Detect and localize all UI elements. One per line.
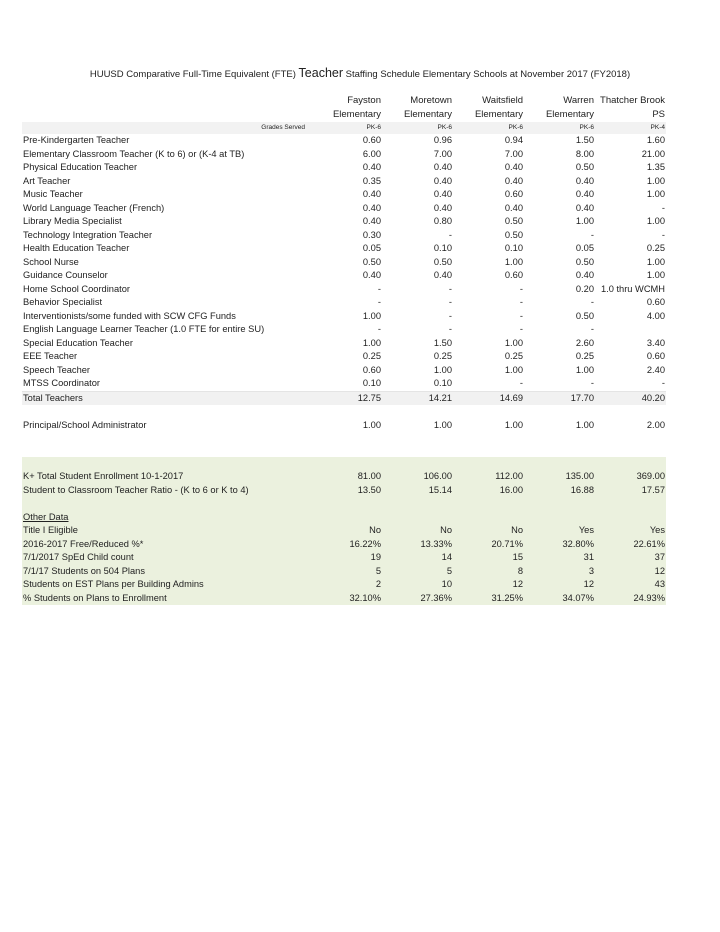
row-label: Health Education Teacher [23,243,130,253]
row-value: 0.40 [433,175,452,186]
row-value: 0.40 [433,162,452,172]
row-label: MTSS Coordinator [23,378,100,388]
spacer-row [22,432,666,446]
row-value: - [661,229,665,240]
row-value: 20.71% [453,538,524,552]
staffing-table-body [22,94,666,605]
row-label: World Language Teacher (French) [23,202,165,213]
row-value [382,457,453,471]
row-value: 1.00 [433,364,452,375]
row-value: 12 [595,565,666,579]
row-value: 16.88 [524,484,595,498]
row-value [382,446,453,457]
row-label: K+ Total Student Enrollment 10-1-2017 [22,470,311,484]
row-value: 6.00 [362,148,381,159]
row-value [524,432,595,446]
row-value: PS [652,109,665,120]
row-value: 12 [453,578,524,592]
row-value: 1.00 [575,216,594,226]
row-value: 0.40 [362,216,381,226]
row-value: PK-6 [382,122,453,134]
other-data-row [22,592,666,606]
row-value: 0.10 [504,243,523,253]
row-value: 1.00 [504,256,523,267]
row-value: 32.10% [311,592,382,606]
row-value: 37 [595,551,666,565]
spacer-row [22,457,666,471]
row-value: - [448,229,452,240]
row-value [453,446,524,457]
row-value: No [453,524,524,538]
row-value: 8.00 [575,148,594,159]
row-value: 15.14 [382,484,453,498]
row-value: 0.25 [646,243,665,253]
row-label: Interventionists/some funded with SCW CFG Funds [23,310,236,321]
row-value: 0.94 [504,135,523,145]
row-value: - [448,324,452,334]
row-value: 16.00 [453,484,524,498]
row-value: 0.50 [504,229,523,240]
row-value: PK-4 [595,122,666,134]
row-value: 1.00 [575,419,594,430]
table-row [22,202,666,216]
header-row-school-type [22,108,666,122]
row-value: 1.00 [646,175,665,186]
row-label: 2016-2017 Free/Reduced %* [22,538,311,552]
row-value: 2.60 [575,337,594,348]
row-label: EEE Teacher [23,351,78,361]
table-row [22,215,666,229]
enrollment-row [22,484,666,498]
row-value: 1.00 [433,419,452,430]
row-value: 1.00 [504,364,523,375]
row-value: 15 [453,551,524,565]
row-value: 1.00 [646,216,665,226]
row-value: 0.40 [575,202,594,213]
row-value: 0.25 [504,351,523,361]
table-row [22,323,666,337]
row-label [22,94,311,108]
row-value: 1.60 [646,135,665,145]
row-value: Thatcher Brook [600,95,665,106]
row-value [311,405,382,419]
row-value [595,405,666,419]
row-value: 0.10 [433,378,452,388]
row-value: - [519,297,523,307]
row-value: 22.61% [595,538,666,552]
row-value: 1.00 [362,310,381,321]
title-suffix: Staffing Schedule Elementary Schools at November 2017 (FY2018) [343,69,631,80]
row-value: 10 [382,578,453,592]
row-value: 0.25 [433,351,452,361]
row-value [382,405,453,419]
page-title [0,66,720,80]
row-value: 2 [311,578,382,592]
other-data-row [22,551,666,565]
row-label: English Language Learner Teacher (1.0 FTE for entire SU) [23,324,265,334]
row-value: 0.40 [433,189,452,199]
table-row [22,296,666,310]
row-value [382,511,453,525]
row-value: - [448,297,452,307]
row-value: - [448,310,452,321]
row-value [524,497,595,511]
row-value: 112.00 [453,470,524,484]
row-value: - [448,283,452,294]
row-label: Elementary Classroom Teacher (K to 6) or (K-4 at TB) [23,148,245,159]
row-value: 0.50 [433,256,452,267]
row-value: 5 [382,565,453,579]
row-value: 0.40 [504,175,523,186]
row-value [311,446,382,457]
table-row [22,310,666,324]
row-value [311,432,382,446]
table-row [22,242,666,256]
row-label: 7/1/17 Students on 504 Plans [22,565,311,579]
spacer-row [22,446,666,457]
row-value: 0.50 [575,162,594,172]
row-value [595,511,666,525]
spacer-row [22,497,666,511]
row-value: No [311,524,382,538]
row-value: 13.50 [311,484,382,498]
row-label [22,457,311,471]
row-label: Physical Education Teacher [23,162,138,172]
row-value: 1.50 [575,135,594,145]
table-row [22,364,666,378]
row-value [311,457,382,471]
row-value: 1.35 [646,162,665,172]
row-value: 32.80% [524,538,595,552]
row-value [595,457,666,471]
row-value: 19 [311,551,382,565]
row-value: 16.22% [311,538,382,552]
row-value [453,497,524,511]
row-value: 43 [595,578,666,592]
row-label: Special Education Teacher [23,337,133,348]
other-data-row [22,524,666,538]
row-value: 3.40 [646,337,665,348]
row-value: 21.00 [641,148,665,159]
title-prefix: HUUSD Comparative Full-Time Equivalent (FTE) [89,69,299,80]
grades-served-row [22,122,666,134]
row-value: 13.33% [382,538,453,552]
row-value: 2.40 [646,364,665,375]
row-value: 1.00 [646,189,665,199]
row-value: - [377,283,381,294]
row-value [311,497,382,511]
row-value: 0.25 [575,351,594,361]
principal-row [22,419,666,433]
row-label: Students on EST Plans per Building Admins [22,578,311,592]
row-label [22,497,311,511]
row-value [453,511,524,525]
row-label: Library Media Specialist [23,216,122,226]
row-value: 1.00 [504,419,523,430]
row-label: Speech Teacher [23,364,91,375]
row-value: 1.50 [433,337,452,348]
row-value [524,405,595,419]
row-label: Grades Served [22,122,311,134]
row-value: 0.10 [362,378,381,388]
row-value: 0.50 [575,256,594,267]
row-value [595,432,666,446]
row-value: 106.00 [382,470,453,484]
row-value: 14 [382,551,453,565]
row-value [311,511,382,525]
table-row [22,350,666,364]
row-value: Waitsfield [482,95,523,106]
row-value: 0.40 [362,189,381,199]
row-value: PK-6 [524,122,595,134]
row-value: 0.40 [433,202,452,213]
row-value: 0.60 [646,351,665,361]
row-value: - [519,310,523,321]
row-value: 3 [524,565,595,579]
row-value: 1.00 [362,337,381,348]
enrollment-row [22,470,666,484]
row-value: - [377,297,381,307]
table-row [22,134,666,148]
table-row [22,161,666,175]
other-data-row [22,565,666,579]
row-label: Total Teachers [22,391,311,405]
row-value: 40.20 [595,391,666,405]
row-value: 27.36% [382,592,453,606]
row-value: Moretown [410,95,452,106]
row-value: - [661,378,665,388]
row-value: Fayston [347,95,381,106]
row-value: Warren [563,95,594,106]
row-value: 12.75 [311,391,382,405]
row-value: 0.80 [433,216,452,226]
total-teachers-row [22,391,666,405]
row-value: 5 [311,565,382,579]
table-row [22,256,666,270]
row-label: Music Teacher [23,189,83,199]
row-value: 24.93% [595,592,666,606]
table-row [22,269,666,283]
row-value: 0.50 [504,216,523,226]
row-value: 31.25% [453,592,524,606]
row-label: Art Teacher [23,175,71,186]
row-value: 31 [524,551,595,565]
row-value: 0.35 [362,175,381,186]
row-value: 0.60 [362,135,381,145]
row-value: 0.40 [575,189,594,199]
row-value: - [519,378,523,388]
row-label: Student to Classroom Teacher Ratio - (K to 6 or K to 4) [22,484,311,498]
row-value [382,497,453,511]
row-label: Other Data [22,511,311,525]
other-data-row [22,538,666,552]
title-emphasis: Teacher [298,66,344,80]
row-value: Elementary [474,109,523,120]
row-value: 14.21 [382,391,453,405]
row-value: 1.00 [575,364,594,375]
table-row [22,175,666,189]
row-value: 0.40 [362,202,381,213]
row-value: - [519,324,523,334]
other-data-heading-row [22,511,666,525]
staffing-table [22,94,666,605]
other-data-row [22,578,666,592]
row-value: 0.40 [362,270,381,280]
row-value: 0.20 [575,283,594,294]
row-value [453,405,524,419]
row-value: 1.00 [362,419,381,430]
row-value [524,457,595,471]
row-value: 0.40 [362,162,381,172]
row-value [453,457,524,471]
row-value [524,446,595,457]
row-value: 81.00 [311,470,382,484]
row-label: Behavior Specialist [23,297,103,307]
row-label: Home School Coordinator [23,283,130,294]
row-value: 135.00 [524,470,595,484]
row-label [22,432,311,446]
row-value: 1.0 thru WCMH [600,283,665,294]
row-label [22,446,311,457]
header-row-school-name [22,94,666,108]
row-value: 0.40 [504,162,523,172]
table-row [22,148,666,162]
row-label [22,405,311,419]
table-row [22,337,666,351]
row-value: - [377,324,381,334]
row-value: 0.60 [362,364,381,375]
row-label: Guidance Counselor [23,270,108,280]
row-value: No [382,524,453,538]
row-label: Title I Eligible [22,524,311,538]
row-value: 0.05 [362,243,381,253]
row-value [524,511,595,525]
row-value: 0.10 [433,243,452,253]
row-label [22,108,311,122]
row-value: 14.69 [453,391,524,405]
row-value: - [590,378,594,388]
spacer-row [22,405,666,419]
row-value: - [519,283,523,294]
row-value: - [590,297,594,307]
row-label: 7/1/2017 SpEd Child count [22,551,311,565]
row-value: 1.00 [646,256,665,267]
row-value [595,446,666,457]
row-value: 7.00 [504,148,523,159]
row-value: - [661,202,665,213]
row-label: % Students on Plans to Enrollment [22,592,311,606]
row-value: 0.96 [433,135,452,145]
row-label: Principal/School Administrator [23,419,147,430]
table-row [22,229,666,243]
row-value: 0.25 [362,351,381,361]
row-value: 0.05 [575,243,594,253]
row-value: 0.40 [433,270,452,280]
row-value: 1.00 [646,270,665,280]
row-value: 8 [453,565,524,579]
row-value: 0.60 [646,297,665,307]
row-value: 0.30 [362,229,381,240]
row-label: Technology Integration Teacher [23,229,153,240]
row-value: - [590,324,594,334]
row-value [595,497,666,511]
row-value [595,323,666,337]
row-label: Pre-Kindergarten Teacher [23,135,130,145]
row-value: 0.60 [504,189,523,199]
row-value: 12 [524,578,595,592]
row-value: 0.50 [362,256,381,267]
row-value: Elementary [545,109,594,120]
table-row [22,283,666,297]
row-value: 2.00 [646,419,665,430]
row-value: - [590,229,594,240]
row-value: 4.00 [646,310,665,321]
row-value: 0.40 [575,270,594,280]
row-value: 0.50 [575,310,594,321]
row-value [382,432,453,446]
row-value: 0.40 [575,175,594,186]
row-value: Yes [524,524,595,538]
row-value: Elementary [332,109,381,120]
row-value [453,432,524,446]
row-value: PK-6 [311,122,382,134]
row-value: 1.00 [504,337,523,348]
row-value: Elementary [403,109,452,120]
table-row [22,377,666,391]
row-value: PK-6 [453,122,524,134]
row-value: 0.40 [504,202,523,213]
row-value: Yes [595,524,666,538]
table-row [22,188,666,202]
row-value: 7.00 [433,148,452,159]
row-value: 17.70 [524,391,595,405]
row-value: 34.07% [524,592,595,606]
row-label: School Nurse [23,256,79,267]
row-value: 369.00 [595,470,666,484]
row-value: 0.60 [504,270,523,280]
row-value: 17.57 [595,484,666,498]
